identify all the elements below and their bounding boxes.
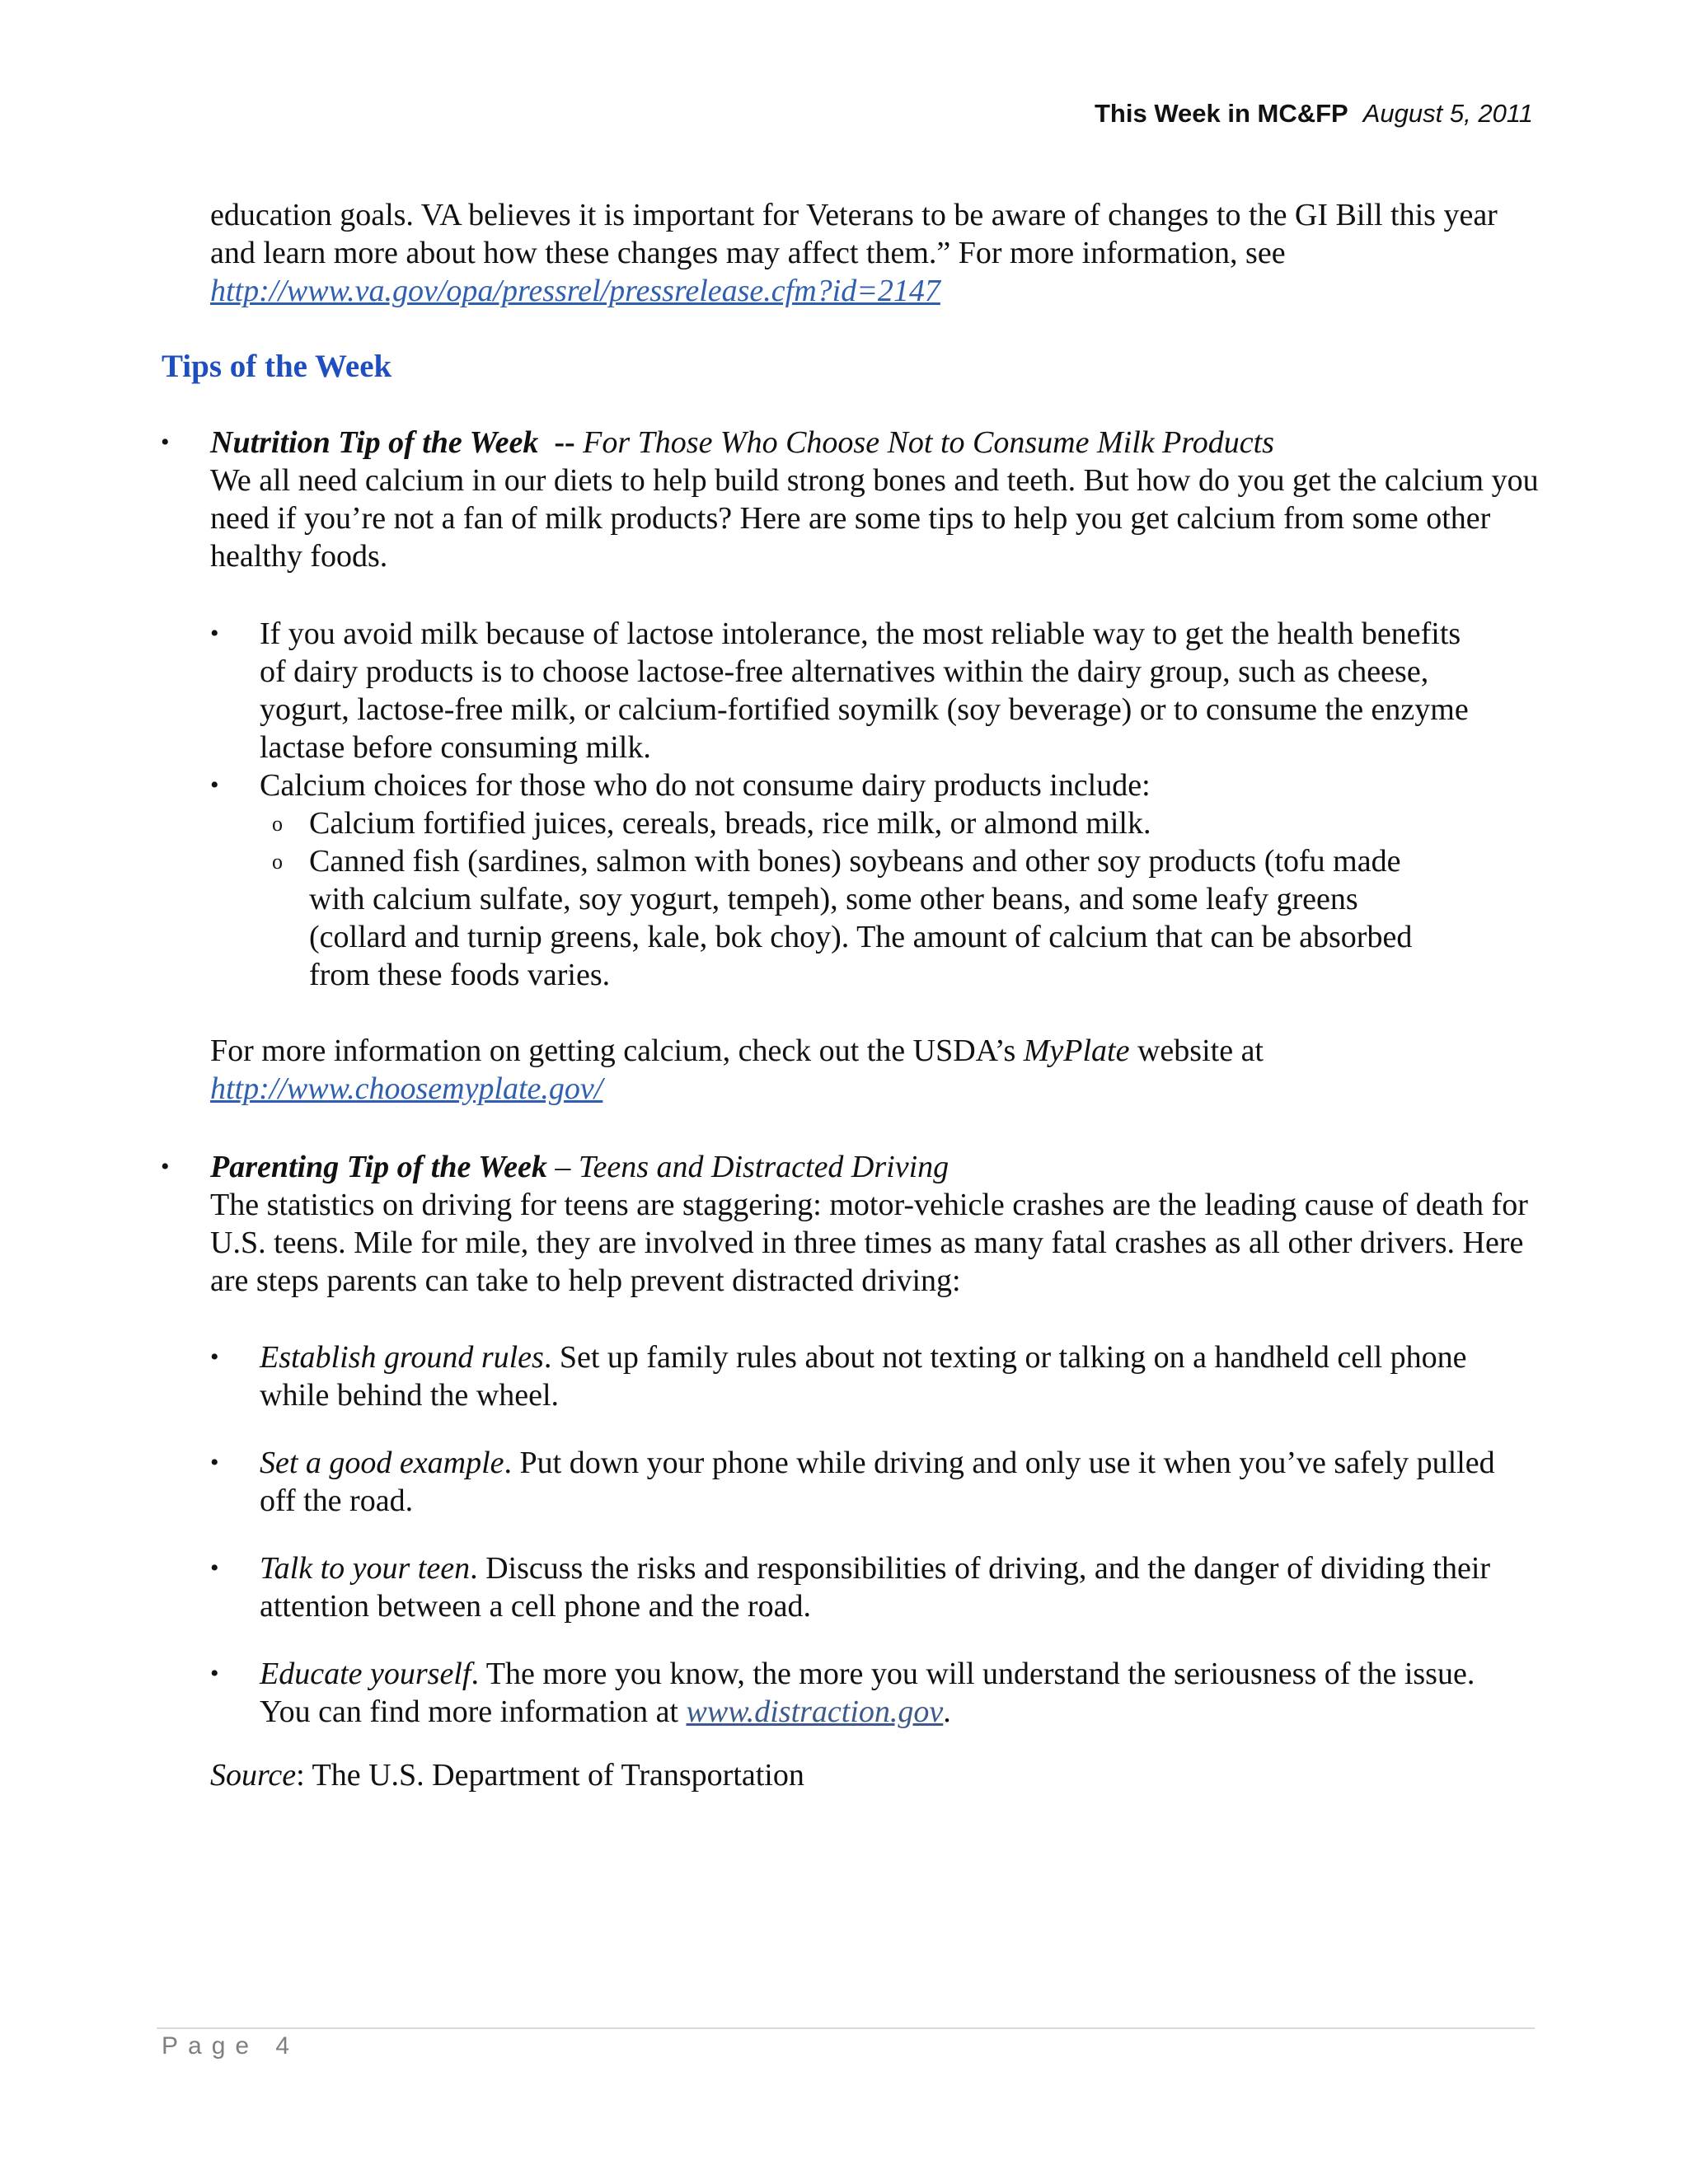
myplate-name: MyPlate: [1023, 1033, 1130, 1068]
parenting-tip-subtitle: Teens and Distracted Driving: [578, 1150, 950, 1184]
parenting-dash: –: [555, 1150, 571, 1184]
step-text: . Discuss the risks and responsibilities of driving, and the danger of dividing their attention between a cell phone and the road.: [260, 1551, 1491, 1624]
source-label: Source: [210, 1758, 297, 1793]
parenting-step: [260, 1338, 1471, 1414]
nutrition-bullet-choices: Calcium choices for those who do not consume dairy products include:: [260, 768, 1151, 803]
step-text: . The more you know, the more you will understand the seriousness of the issue. You can find more information at: [260, 1657, 1475, 1729]
tips-heading: Tips of the Week: [162, 349, 392, 384]
footer-divider: [157, 2027, 1535, 2029]
more-info-suffix: website at: [1137, 1033, 1264, 1068]
step-text: . Put down your phone while driving and only use it when you’ve safely pulled off the road.: [260, 1446, 1495, 1518]
sub-bullet-icon: o: [272, 812, 283, 836]
sub-bullet-icon: o: [272, 850, 283, 874]
distraction-gov-link[interactable]: www.distraction.gov: [686, 1694, 944, 1729]
source-text: : The U.S. Department of Transportation: [296, 1758, 804, 1793]
nutrition-dash: --: [554, 425, 575, 460]
bullet-icon: •: [210, 771, 219, 799]
parenting-tip-body: The statistics on driving for teens are staggering: motor-vehicle crashes are the leading cause of death for U.S. teens. Mile for mile, they are involved in three times as many fatal crashes as all other drivers. Here are steps parents can take to help prevent distracted driving:: [210, 1188, 1528, 1298]
bullet-icon: •: [210, 1660, 219, 1687]
step-end: .: [943, 1694, 951, 1729]
bullet-icon: •: [161, 429, 170, 456]
bullet-icon: •: [210, 1343, 219, 1371]
page-header: [1095, 99, 1533, 129]
intro-paragraph: [210, 196, 1545, 310]
newsletter-date: August 5, 2011: [1362, 99, 1533, 128]
bullet-icon: •: [210, 620, 219, 647]
nutrition-sub-canned-fish: Canned fish (sardines, salmon with bones) soybeans and other soy products (tofu made with calcium sulfate, soy yogurt, tempeh), some other beans, and some leafy greens (collard and turnip greens, kale, bok choy). The amount of calcium that can be absorbed from these foods varies.: [309, 844, 1413, 992]
nutrition-tip: [210, 424, 1545, 575]
more-info-prefix: For more information on getting calcium, check out the USDA’s: [210, 1033, 1016, 1068]
nutrition-more-info: [210, 1032, 1545, 1108]
parenting-tip: [210, 1148, 1545, 1300]
bullet-icon: •: [161, 1153, 170, 1180]
nutrition-tip-subtitle: For Those Who Choose Not to Consume Milk Products: [583, 425, 1274, 460]
bullet-icon: •: [210, 1554, 219, 1582]
intro-text: education goals. VA believes it is important for Veterans to be aware of changes to the GI Bill this year and learn more about how these changes may affect them.” For more information, see: [210, 198, 1498, 270]
step-lead: Educate yourself: [260, 1657, 471, 1691]
source-line: [210, 1756, 1545, 1794]
newsletter-title: This Week in MC&FP: [1094, 99, 1348, 128]
step-lead: Talk to your teen: [260, 1551, 471, 1586]
parenting-tip-title: Parenting Tip of the Week: [210, 1150, 547, 1184]
nutrition-bullet-lactose: If you avoid milk because of lactose intolerance, the most reliable way to get the health benefits of dairy products is to choose lactose-free alternatives within the dairy group, such as cheese, yogurt, lactose-free milk, or calcium-fortified soymilk (soy beverage) or to consume the enzyme lactase before consuming milk.: [260, 616, 1469, 765]
step-lead: Establish ground rules: [260, 1340, 544, 1375]
nutrition-tip-body: We all need calcium in our diets to help build strong bones and teeth. But how do you get the calcium you need if you’re not a fan of milk products? Here are some tips to help you get calcium from some other healthy foods.: [210, 463, 1539, 574]
step-text: . Set up family rules about not texting or talking on a handheld cell phone while behind the wheel.: [260, 1340, 1467, 1413]
choosemyplate-link[interactable]: http://www.choosemyplate.gov/: [210, 1071, 603, 1106]
bullet-icon: •: [210, 1449, 219, 1476]
page-number: Page 4: [162, 2032, 300, 2060]
parenting-step: [260, 1444, 1496, 1520]
nutrition-tip-title: Nutrition Tip of the Week: [210, 425, 539, 460]
step-lead: Set a good example: [260, 1446, 504, 1480]
parenting-step: [260, 1655, 1512, 1731]
va-press-release-link[interactable]: http://www.va.gov/opa/pressrel/pressrelease.cfm?id=2147: [210, 274, 940, 308]
parenting-step: [260, 1549, 1512, 1625]
nutrition-sub-fortified: Calcium fortified juices, cereals, breads, rice milk, or almond milk.: [309, 806, 1151, 841]
